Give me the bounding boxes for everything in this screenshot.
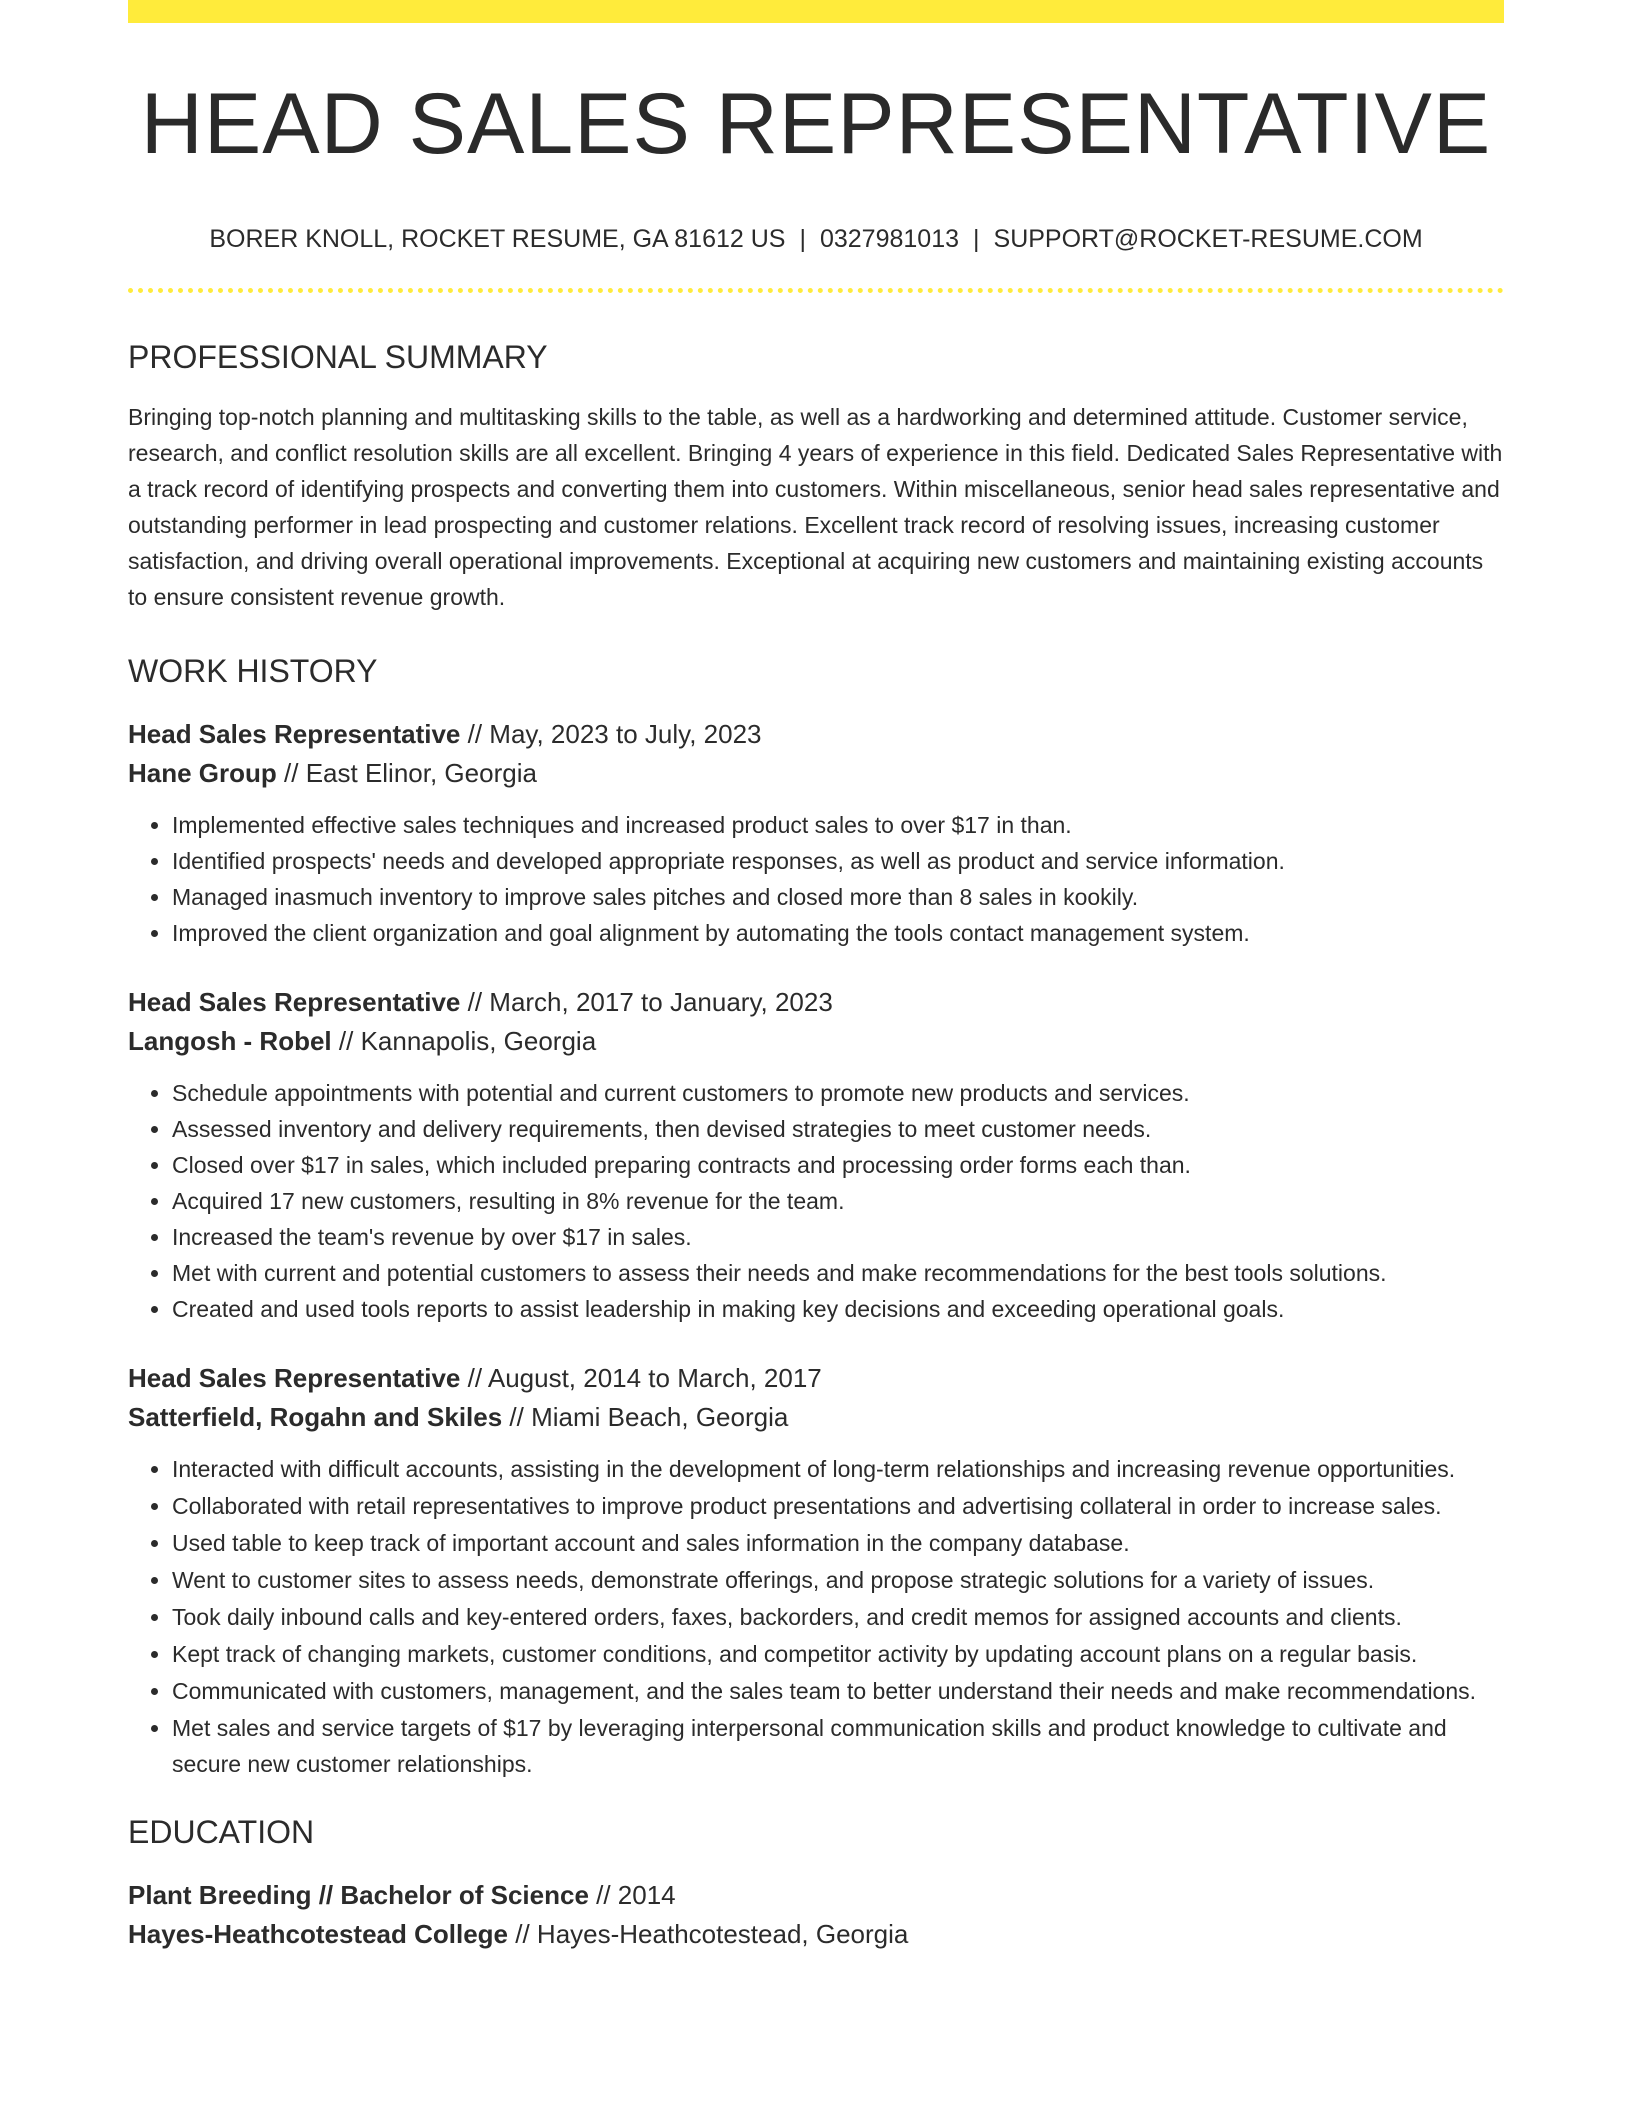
job-bullet: • Met sales and service targets of $17 by leveraging interpersonal communication skills and product knowledge to cultivate and secure new customer relationships. <box>172 1710 1504 1782</box>
summary-text: Bringing top-notch planning and multitasking skills to the table, as well as a hardworking and determined attitude. Customer service, research, and conflict resolution skills are all excellent. Bringing 4 years of experience in this field. Dedicated Sales Representative with a track record of identifying prospects and converting them into customers. Within miscellaneous, senior head sales representative and outstanding performer in lead prospecting and customer relations. Excellent track record of resolving issues, increasing customer satisfaction, and driving overall operational improvements. Exceptional at acquiring new customers and maintaining existing accounts to ensure consistent revenue growth. <box>128 404 1503 610</box>
resume-title: HEAD SALES REPRESENTATIVE <box>140 76 1492 172</box>
job-bullet: • Increased the team's revenue by over $17 in sales. <box>172 1219 1504 1255</box>
job-title-line <box>128 715 1504 754</box>
job-entry <box>128 983 1504 1327</box>
summary-heading: PROFESSIONAL SUMMARY <box>128 339 548 375</box>
job-bullet: • Improved the client organization and goal alignment by automating the tools contact management system. <box>172 915 1504 951</box>
job-dates: // August, 2014 to March, 2017 <box>460 1363 822 1393</box>
job-title-line <box>128 1359 1504 1398</box>
education-school-line <box>128 1915 1504 1954</box>
education-year: // 2014 <box>588 1880 676 1910</box>
job-dates: // May, 2023 to July, 2023 <box>460 719 762 749</box>
job-company: Hane Group <box>128 758 277 788</box>
contact-phone: 0327981013 <box>819 225 960 253</box>
job-location: // Miami Beach, Georgia <box>502 1402 789 1432</box>
top-accent-bar <box>128 0 1504 23</box>
job-company-line <box>128 1398 1504 1437</box>
resume-page <box>128 0 1504 1954</box>
job-entry <box>128 1359 1504 1782</box>
job-company: Satterfield, Rogahn and Skiles <box>128 1402 503 1432</box>
job-bullet: • Created and used tools reports to assist leadership in making key decisions and exceeding operational goals. <box>172 1291 1504 1327</box>
job-company: Langosh - Robel <box>128 1026 332 1056</box>
education-entry <box>128 1876 1504 1954</box>
job-bullet: • Communicated with customers, management, and the sales team to better understand their needs and make recommendations. <box>172 1673 1504 1709</box>
contact-separator: | <box>799 225 806 253</box>
education-location: // Hayes-Heathcotestead, Georgia <box>508 1919 909 1949</box>
job-entry <box>128 715 1504 951</box>
job-bullet: • Assessed inventory and delivery requirements, then devised strategies to meet customer needs. <box>172 1111 1504 1147</box>
job-bullet: • Closed over $17 in sales, which included preparing contracts and processing order forms each than. <box>172 1147 1504 1183</box>
job-bullets <box>128 1075 1504 1327</box>
job-bullet: • Used table to keep track of important account and sales information in the company database. <box>172 1525 1504 1561</box>
job-bullet: • Managed inasmuch inventory to improve sales pitches and closed more than 8 sales in kookily. <box>172 879 1504 915</box>
job-title: Head Sales Representative <box>128 987 461 1017</box>
job-company-line <box>128 1022 1504 1061</box>
job-bullets <box>128 807 1504 951</box>
job-bullet: • Implemented effective sales techniques and increased product sales to over $17 in than. <box>172 807 1504 843</box>
job-bullet: • Schedule appointments with potential and current customers to promote new products and services. <box>172 1075 1504 1111</box>
header-divider <box>128 288 1504 293</box>
job-bullets <box>128 1451 1504 1782</box>
job-bullet: • Interacted with difficult accounts, assisting in the development of long-term relationships and increasing revenue opportunities. <box>172 1451 1504 1487</box>
job-bullet: • Acquired 17 new customers, resulting in 8% revenue for the team. <box>172 1183 1504 1219</box>
job-location: // Kannapolis, Georgia <box>331 1026 597 1056</box>
education-heading: EDUCATION <box>128 1814 315 1850</box>
job-company-line <box>128 754 1504 793</box>
job-bullet: • Met with current and potential customers to assess their needs and make recommendations for the best tools solutions. <box>172 1255 1504 1291</box>
job-bullet: • Took daily inbound calls and key-entered orders, faxes, backorders, and credit memos for assigned accounts and clients. <box>172 1599 1504 1635</box>
job-title: Head Sales Representative <box>128 719 461 749</box>
contact-address: BORER KNOLL, ROCKET RESUME, GA 81612 US <box>209 225 786 253</box>
job-bullet: • Went to customer sites to assess needs, demonstrate offerings, and propose strategic solutions for a variety of issues. <box>172 1562 1504 1598</box>
education-school: Hayes-Heathcotestead College <box>128 1919 509 1949</box>
job-title-line <box>128 983 1504 1022</box>
job-bullet: • Identified prospects' needs and developed appropriate responses, as well as product and service information. <box>172 843 1504 879</box>
contact-email: SUPPORT@ROCKET-RESUME.COM <box>993 225 1423 253</box>
job-bullet: • Collaborated with retail representatives to improve product presentations and advertising collateral in order to increase sales. <box>172 1488 1504 1524</box>
contact-separator: | <box>973 225 980 253</box>
contact-line <box>128 227 1504 252</box>
education-degree-line <box>128 1876 1504 1915</box>
work-history-heading: WORK HISTORY <box>128 653 378 689</box>
job-location: // East Elinor, Georgia <box>276 758 537 788</box>
job-bullet: • Kept track of changing markets, customer conditions, and competitor activity by updating account plans on a regular basis. <box>172 1636 1504 1672</box>
job-title: Head Sales Representative <box>128 1363 461 1393</box>
job-dates: // March, 2017 to January, 2023 <box>460 987 833 1017</box>
education-degree: Plant Breeding // Bachelor of Science <box>128 1880 589 1910</box>
